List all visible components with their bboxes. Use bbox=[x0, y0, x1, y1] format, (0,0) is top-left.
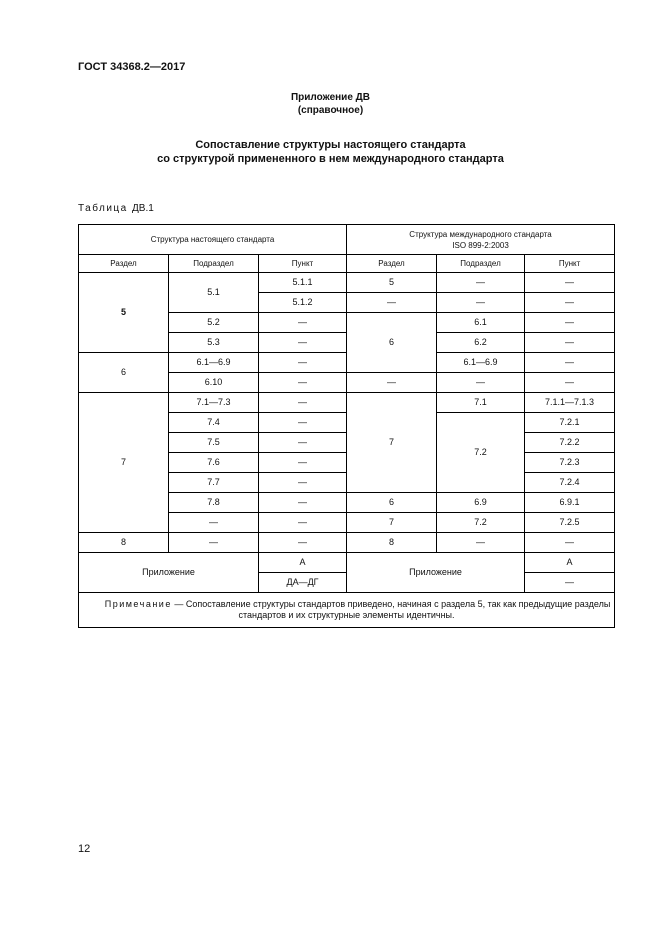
table-cell: 6.2 bbox=[437, 333, 525, 353]
column-header: Раздел bbox=[347, 255, 437, 273]
table-cell: 7.2 bbox=[437, 513, 525, 533]
table-cell: 7.8 bbox=[169, 493, 259, 513]
table-row bbox=[79, 553, 615, 573]
table-cell: А bbox=[259, 553, 347, 573]
table-cell: 7.2.2 bbox=[525, 433, 615, 453]
group-header-international-line2: ISO 899-2:2003 bbox=[452, 240, 509, 250]
table-cell: — bbox=[259, 533, 347, 553]
table-note bbox=[79, 593, 615, 628]
column-header: Подраздел bbox=[169, 255, 259, 273]
table-cell: — bbox=[525, 273, 615, 293]
table-cell: — bbox=[347, 373, 437, 393]
table-cell: 6 bbox=[79, 353, 169, 393]
table-note-row bbox=[79, 593, 615, 628]
table-cell: — bbox=[169, 533, 259, 553]
column-header: Подраздел bbox=[437, 255, 525, 273]
appendix-subtitle: (справочное) bbox=[297, 105, 364, 116]
table-cell: — bbox=[525, 353, 615, 373]
table-label-word: Таблица bbox=[78, 203, 128, 214]
table-cell: — bbox=[437, 293, 525, 313]
table-cell: 6.10 bbox=[169, 373, 259, 393]
table-cell: 5.1.1 bbox=[259, 273, 347, 293]
table-cell: — bbox=[437, 273, 525, 293]
table-column-header-row bbox=[79, 255, 615, 273]
table-group-header-row bbox=[79, 225, 615, 255]
table-cell: — bbox=[259, 333, 347, 353]
table-cell: 7.4 bbox=[169, 413, 259, 433]
table-cell: ДА—ДГ bbox=[259, 573, 347, 593]
table-cell: 7.5 bbox=[169, 433, 259, 453]
table-cell: Приложение bbox=[347, 553, 525, 593]
table-cell: 7.2.4 bbox=[525, 473, 615, 493]
table-cell: — bbox=[259, 513, 347, 533]
table-cell: — bbox=[259, 433, 347, 453]
table-cell: — bbox=[525, 333, 615, 353]
table-cell: 5 bbox=[347, 273, 437, 293]
table-cell: — bbox=[525, 313, 615, 333]
table-cell: 5.1 bbox=[169, 273, 259, 313]
table-cell: — bbox=[169, 513, 259, 533]
table-cell: 7.1—7.3 bbox=[169, 393, 259, 413]
table-cell: — bbox=[259, 413, 347, 433]
column-header: Пункт bbox=[259, 255, 347, 273]
table-cell: — bbox=[437, 533, 525, 553]
table-cell: 6 bbox=[347, 493, 437, 513]
table-cell: — bbox=[259, 353, 347, 373]
table-cell: — bbox=[525, 373, 615, 393]
table-row bbox=[79, 533, 615, 553]
table-cell: 5.2 bbox=[169, 313, 259, 333]
table-cell: 7.1.1—7.1.3 bbox=[525, 393, 615, 413]
table-cell: 6.9.1 bbox=[525, 493, 615, 513]
document-code: ГОСТ 34368.2—2017 bbox=[78, 61, 186, 73]
table-label-number: ДВ.1 bbox=[132, 203, 154, 214]
table-cell: 5.1.2 bbox=[259, 293, 347, 313]
table-cell: — bbox=[259, 453, 347, 473]
group-header-international-line1: Структура международного стандарта bbox=[409, 229, 552, 239]
table-cell: Приложение bbox=[79, 553, 259, 593]
table-cell: — bbox=[259, 473, 347, 493]
table-cell: 7 bbox=[347, 393, 437, 493]
table-row bbox=[79, 273, 615, 293]
table-cell: 7.2.1 bbox=[525, 413, 615, 433]
table-cell: — bbox=[259, 393, 347, 413]
table-cell: — bbox=[525, 293, 615, 313]
table-cell: — bbox=[259, 313, 347, 333]
table-cell: 6.1—6.9 bbox=[437, 353, 525, 373]
table-cell: — bbox=[525, 573, 615, 593]
table-cell: — bbox=[347, 293, 437, 313]
table-cell: А bbox=[525, 553, 615, 573]
table-cell: 7.1 bbox=[437, 393, 525, 413]
note-text: — Сопоставление структуры стандартов приведено, начиная с раздела 5, так как предыдущие разделы стандартов и их структурные элементы идентичны. bbox=[171, 599, 611, 620]
table-cell: 7.6 bbox=[169, 453, 259, 473]
comparison-table bbox=[78, 224, 615, 628]
table-row bbox=[79, 393, 615, 413]
table-cell: 7.7 bbox=[169, 473, 259, 493]
table-cell: 7 bbox=[79, 393, 169, 533]
table-cell: 7.2.5 bbox=[525, 513, 615, 533]
group-header-international bbox=[347, 225, 615, 255]
table-cell: 8 bbox=[79, 533, 169, 553]
table-cell: 5.3 bbox=[169, 333, 259, 353]
table-cell: 8 bbox=[347, 533, 437, 553]
column-header: Пункт bbox=[525, 255, 615, 273]
table-cell: 6 bbox=[347, 313, 437, 373]
note-word: Примечание bbox=[104, 599, 172, 609]
table-cell: 7.2.3 bbox=[525, 453, 615, 473]
table-cell: 6.9 bbox=[437, 493, 525, 513]
table-cell: — bbox=[259, 493, 347, 513]
main-title-line1: Сопоставление структуры настоящего стандарта bbox=[195, 139, 466, 151]
table-cell: 5 bbox=[79, 273, 169, 353]
table-cell: — bbox=[525, 533, 615, 553]
table-cell: 6.1 bbox=[437, 313, 525, 333]
table-label bbox=[78, 203, 154, 214]
table-cell: — bbox=[437, 373, 525, 393]
page-number: 12 bbox=[78, 843, 91, 855]
group-header-national: Структура настоящего стандарта bbox=[79, 225, 347, 255]
table-cell: — bbox=[259, 373, 347, 393]
main-title-line2: со структурой примененного в нем международного стандарта bbox=[157, 153, 504, 165]
appendix-title: Приложение ДВ bbox=[290, 92, 371, 103]
column-header: Раздел bbox=[79, 255, 169, 273]
table-cell: 7.2 bbox=[437, 413, 525, 493]
table-cell: 7 bbox=[347, 513, 437, 533]
table-cell: 6.1—6.9 bbox=[169, 353, 259, 373]
